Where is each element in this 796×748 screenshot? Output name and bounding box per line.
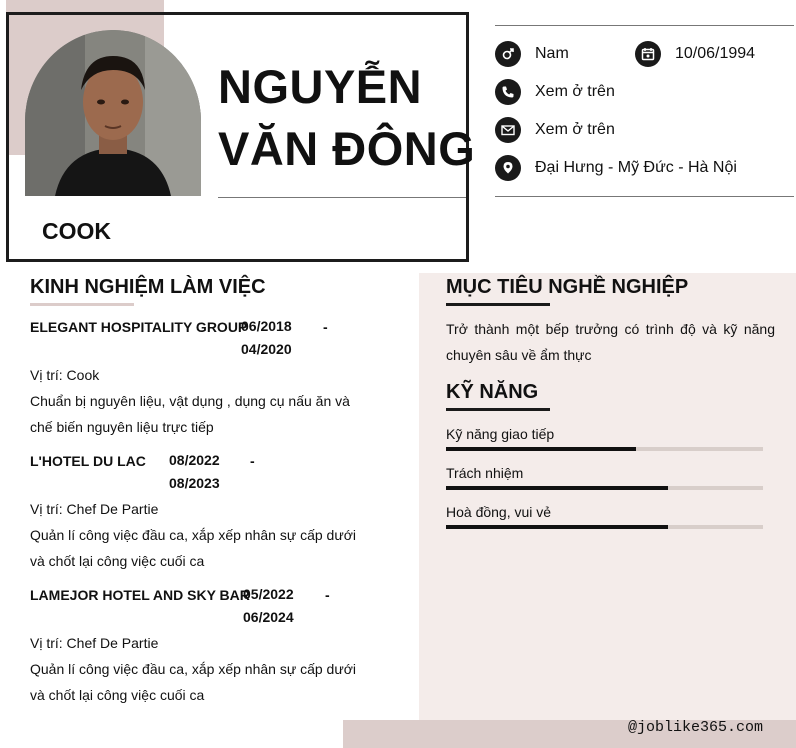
experience-description: Quản lí công việc đầu ca, xắp xếp nhân sự cấp dưới <box>30 527 357 543</box>
skill-bar <box>446 486 763 490</box>
objective-text: Trở thành một bếp trưởng có trình độ và kỹ năng chuyên sâu về ẩm thực <box>446 321 775 363</box>
watermark: @joblike365.com <box>628 719 764 736</box>
contact-divider-top <box>495 25 794 26</box>
skill-label: Kỹ năng giao tiếp <box>446 426 555 442</box>
objective-heading: MỤC TIÊU NGHỀ NGHIỆP <box>446 276 689 298</box>
email-value: Xem ở trên <box>535 121 615 138</box>
skill-label: Trách nhiệm <box>446 465 524 481</box>
experience-end-date: 06/2024 <box>243 609 294 625</box>
experience-description: Quản lí công việc đầu ca, xắp xếp nhân sự cấp dưới <box>30 661 357 677</box>
experience-end-date: 04/2020 <box>241 341 292 357</box>
experience-company: LAMEJOR HOTEL AND SKY BAR <box>30 587 250 603</box>
experience-start-date: 05/2022 <box>243 586 294 602</box>
experience-description: và chốt lại công việc cuối ca <box>30 687 205 703</box>
experience-start-date: 06/2018 <box>241 318 292 334</box>
location-icon <box>495 155 521 181</box>
skills-heading: KỸ NĂNG <box>446 381 539 403</box>
name-line-2: VĂN ĐÔNG <box>218 122 476 175</box>
skill-bar <box>446 447 763 451</box>
skill-bar-fill <box>446 486 668 490</box>
contact-divider-bottom <box>495 196 794 197</box>
skill-bar <box>446 525 763 529</box>
experience-date-dash: - <box>325 587 330 603</box>
experience-heading-underline <box>30 303 134 306</box>
skill-bar-fill <box>446 447 636 451</box>
name-line-1: NGUYỄN <box>218 60 423 113</box>
birthday-value: 10/06/1994 <box>675 45 756 62</box>
experience-description: Chuẩn bị nguyên liệu, vật dụng , dụng cụ nấu ăn và <box>30 393 350 409</box>
email-icon <box>495 117 521 143</box>
experience-position: Vị trí: Cook <box>30 367 100 383</box>
experience-position: Vị trí: Chef De Partie <box>30 635 159 651</box>
experience-date-dash: - <box>323 319 328 335</box>
objective-heading-underline <box>446 303 550 306</box>
phone-icon <box>495 79 521 105</box>
experience-position: Vị trí: Chef De Partie <box>30 501 159 517</box>
experience-company: ELEGANT HOSPITALITY GROUP <box>30 319 248 335</box>
experience-end-date: 08/2023 <box>169 475 220 491</box>
experience-start-date: 08/2022 <box>169 452 220 468</box>
calendar-icon <box>635 41 661 67</box>
experience-company: L'HOTEL DU LAC <box>30 453 146 469</box>
skill-label: Hoà đồng, vui vẻ <box>446 504 552 520</box>
phone-value: Xem ở trên <box>535 83 615 100</box>
gender-value: Nam <box>535 45 569 62</box>
address-value: Đại Hưng - Mỹ Đức - Hà Nội <box>535 159 737 176</box>
full-name <box>218 56 475 180</box>
gender-icon <box>495 41 521 67</box>
experience-description: và chốt lại công việc cuối ca <box>30 553 205 569</box>
skills-heading-underline <box>446 408 550 411</box>
skill-bar-fill <box>446 525 668 529</box>
job-title: COOK <box>42 218 111 244</box>
experience-date-dash: - <box>250 453 255 469</box>
experience-heading: KINH NGHIỆM LÀM VIỆC <box>30 276 266 298</box>
name-divider <box>218 197 466 198</box>
experience-description: chế biến nguyên liệu trực tiếp <box>30 419 214 435</box>
